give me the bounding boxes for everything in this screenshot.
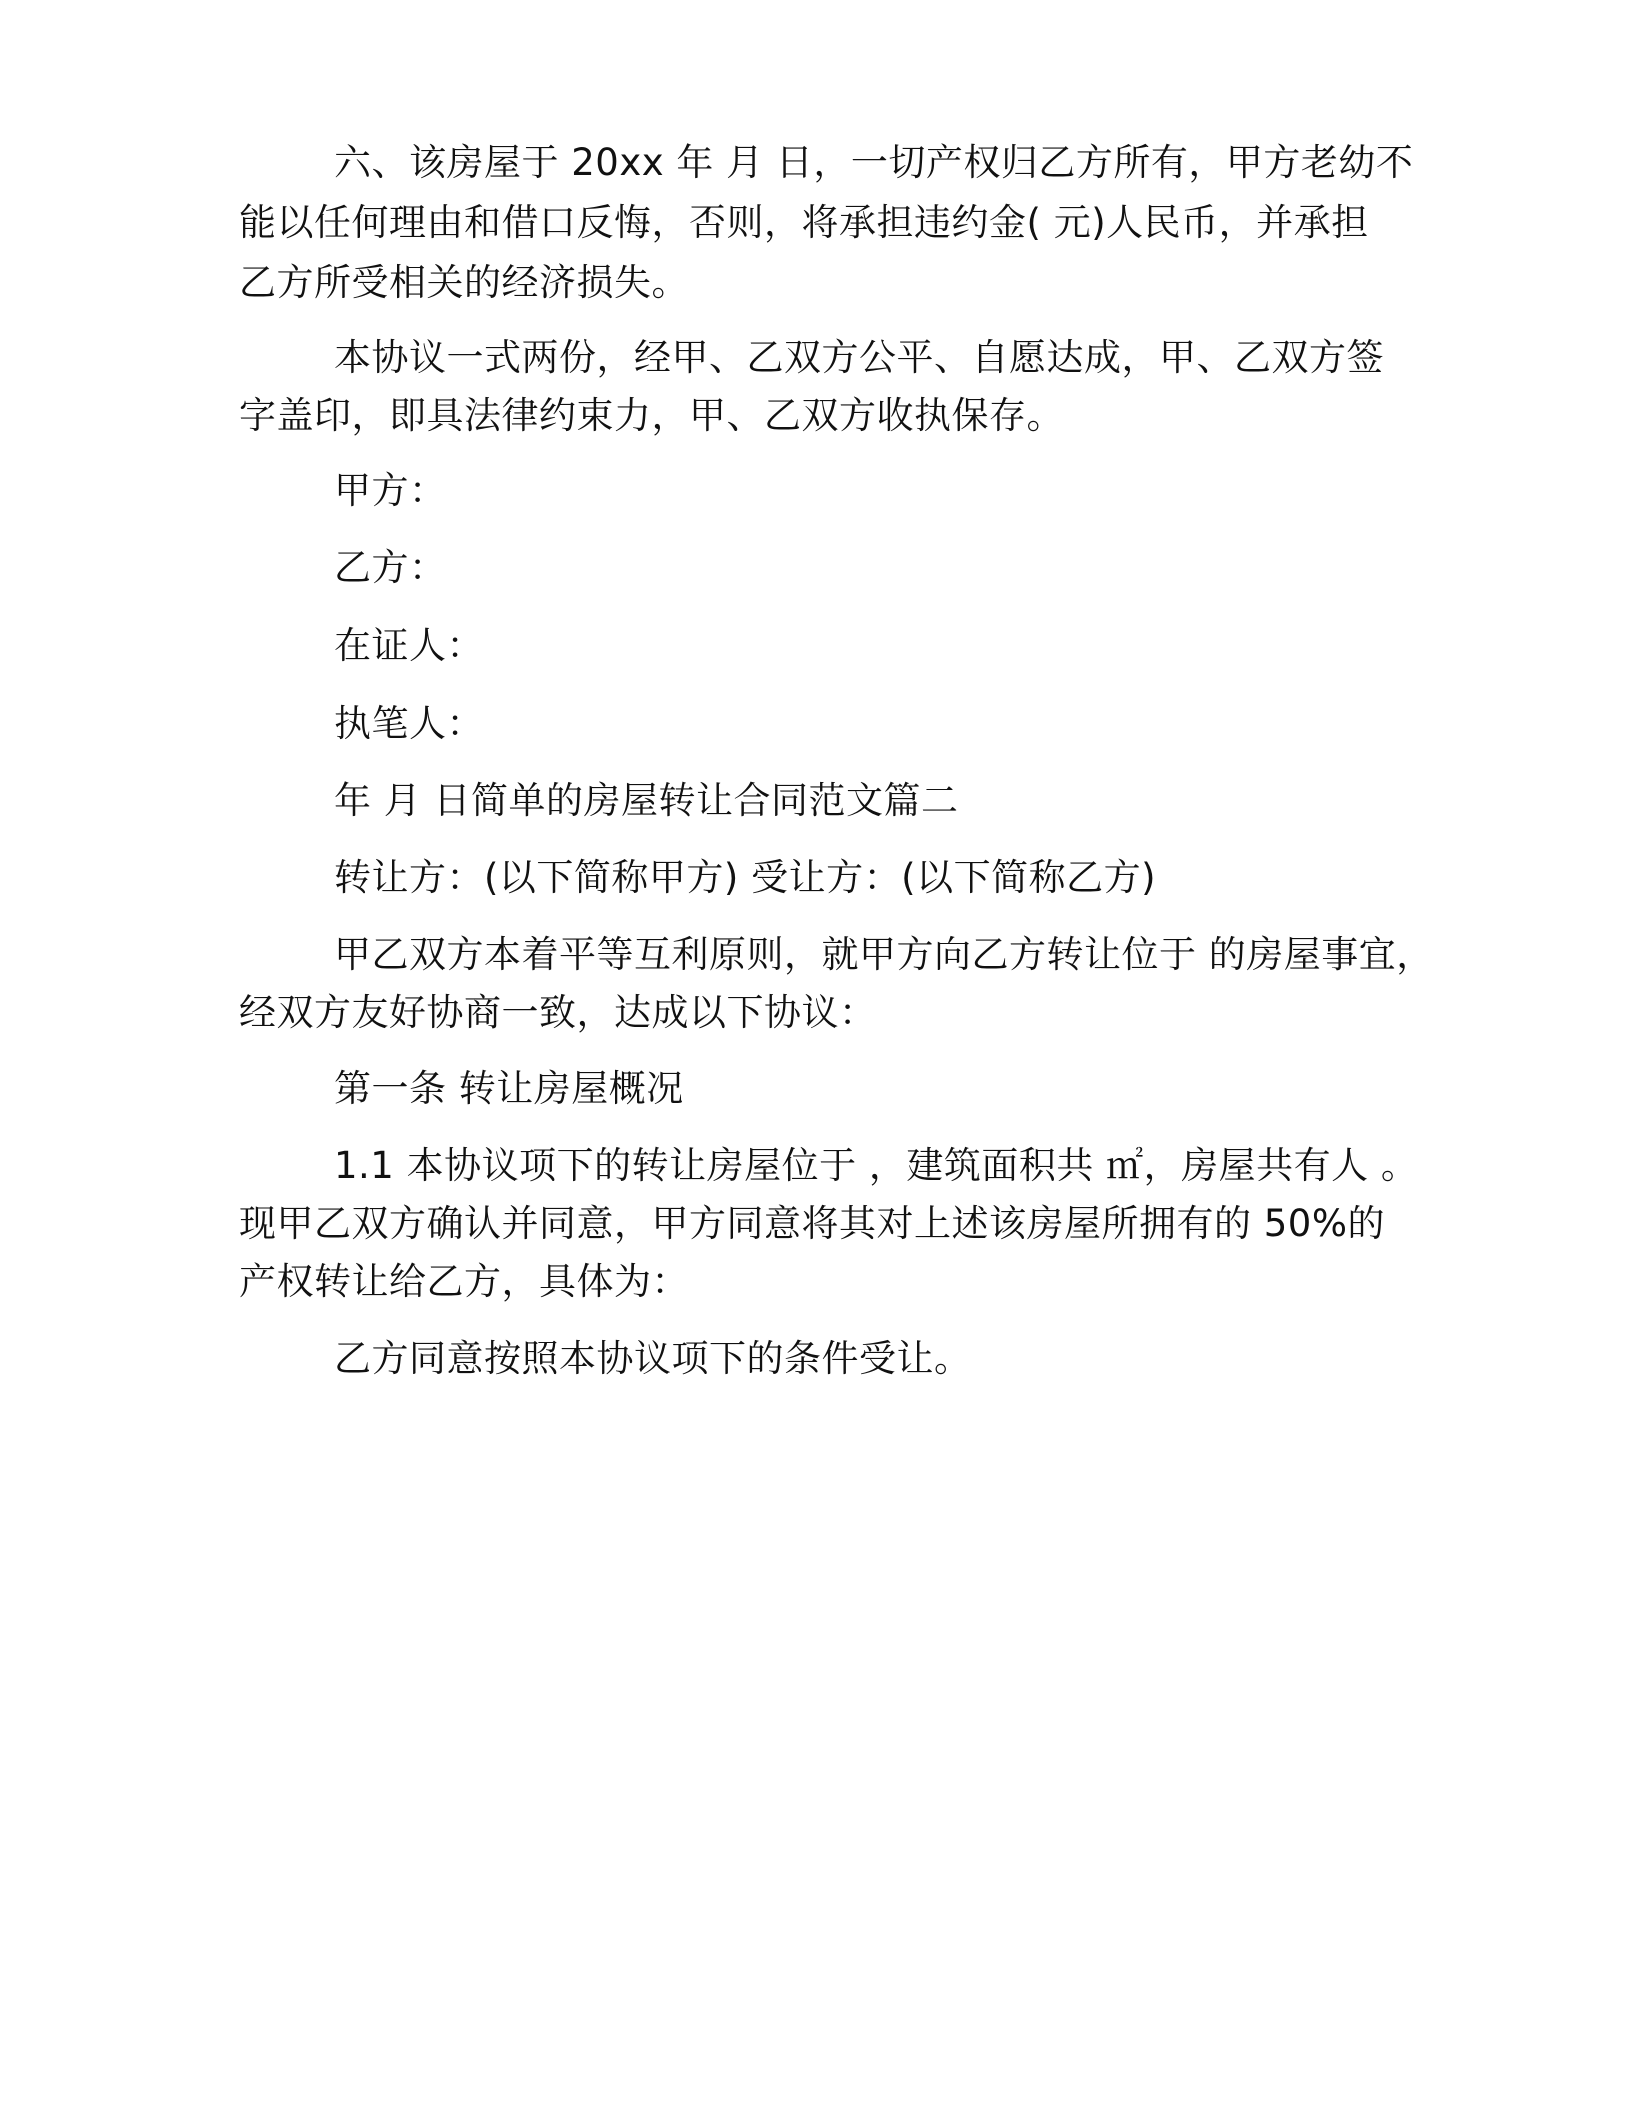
text-line: 字盖印，即具法律约束力，甲、乙双方收执保存。 [239, 394, 1064, 437]
article-heading: 第一条 转让房屋概况 [334, 1067, 684, 1110]
text-line: 能以任何理由和借口反悔，否则，将承担违约金( 元)人民币，并承担 [239, 201, 1369, 244]
signature-witness: 在证人： [334, 624, 484, 667]
signature-party-b: 乙方： [334, 546, 447, 589]
signature-party-a: 甲方： [334, 469, 447, 512]
text-line: 经双方友好协商一致，达成以下协议： [239, 991, 877, 1034]
signature-drafter: 执笔人： [334, 702, 484, 745]
text-line: 六、该房屋于 20xx 年 月 日，一切产权归乙方所有，甲方老幼不 [334, 141, 1414, 184]
parties-intro: 转让方：(以下简称甲方) 受让方：(以下简称乙方) [334, 856, 1157, 899]
text-line: 现甲乙双方确认并同意，甲方同意将其对上述该房屋所拥有的 50%的 [239, 1202, 1385, 1245]
date-and-contract-title: 年 月 日简单的房屋转让合同范文篇二 [334, 779, 959, 822]
paragraph-consent: 乙方同意按照本协议项下的条件受让。 [334, 1337, 972, 1380]
text-line: 本协议一式两份，经甲、乙双方公平、自愿达成，甲、乙双方签 [334, 336, 1384, 379]
text-line: 产权转让给乙方，具体为： [239, 1260, 689, 1303]
text-line: 甲乙双方本着平等互利原则，就甲方向乙方转让位于 的房屋事宜， [334, 933, 1434, 976]
text-line: 1.1 本协议项下的转让房屋位于 ，建筑面积共 ㎡，房屋共有人 。 [334, 1144, 1419, 1187]
text-line: 乙方所受相关的经济损失。 [239, 261, 689, 304]
